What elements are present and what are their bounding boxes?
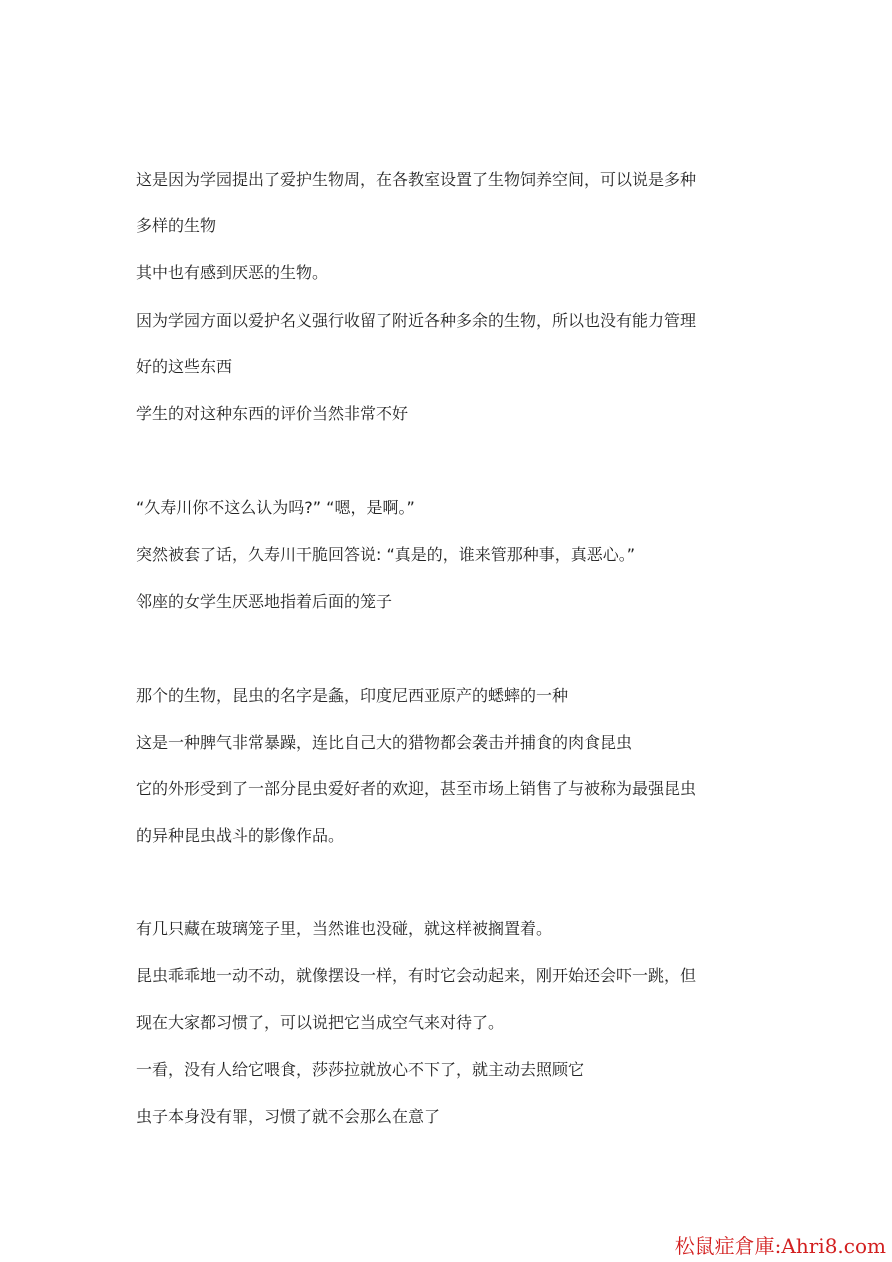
- text-line: 因为学园方面以爱护名义强行收留了附近各种多余的生物，所以也没有能力管理: [136, 311, 697, 330]
- text-line: 虫子本身没有罪，习惯了就不会那么在意了: [136, 1107, 441, 1126]
- text-line: 其中也有感到厌恶的生物。: [136, 263, 329, 282]
- text-line: 有几只藏在玻璃笼子里，当然谁也没碰，就这样被搁置着。: [136, 919, 553, 938]
- text-line: 突然被套了话，久寿川干脆回答说: “真是的，谁来管那种事，真恶心。”: [136, 545, 636, 564]
- text-line: “久寿川你不这么认为吗?” “嗯，是啊。”: [136, 498, 415, 517]
- text-line: 它的外形受到了一部分昆虫爱好者的欢迎，甚至市场上销售了与被称为最强昆虫: [136, 779, 697, 798]
- text-line: 昆虫乖乖地一动不动，就像摆设一样，有时它会动起来，刚开始还会吓一跳，但: [136, 966, 697, 985]
- text-line: 好的这些东西: [136, 357, 233, 376]
- text-line: 这是一种脾气非常暴躁，连比自己大的猎物都会袭击并捕食的肉食昆虫: [136, 733, 633, 752]
- text-line: 一看，没有人给它喂食，莎莎拉就放心不下了，就主动去照顾它: [136, 1060, 585, 1079]
- text-line: 学生的对这种东西的评价当然非常不好: [136, 404, 409, 423]
- text-line: 这是因为学园提出了爱护生物周，在各教室设置了生物饲养空间，可以说是多种: [136, 170, 697, 189]
- text-line: 那个的生物，昆虫的名字是螽，印度尼西亚原产的蟋蟀的一种: [136, 686, 569, 705]
- text-line: 多样的生物: [136, 216, 217, 235]
- watermark: 松鼠症倉庫:Ahri8.com: [674, 1234, 886, 1258]
- text-line: 的异种昆虫战斗的影像作品。: [136, 826, 345, 845]
- text-line: 邻座的女学生厌恶地指着后面的笼子: [136, 592, 393, 611]
- text-line: 现在大家都习惯了，可以说把它当成空气来对待了。: [136, 1013, 505, 1032]
